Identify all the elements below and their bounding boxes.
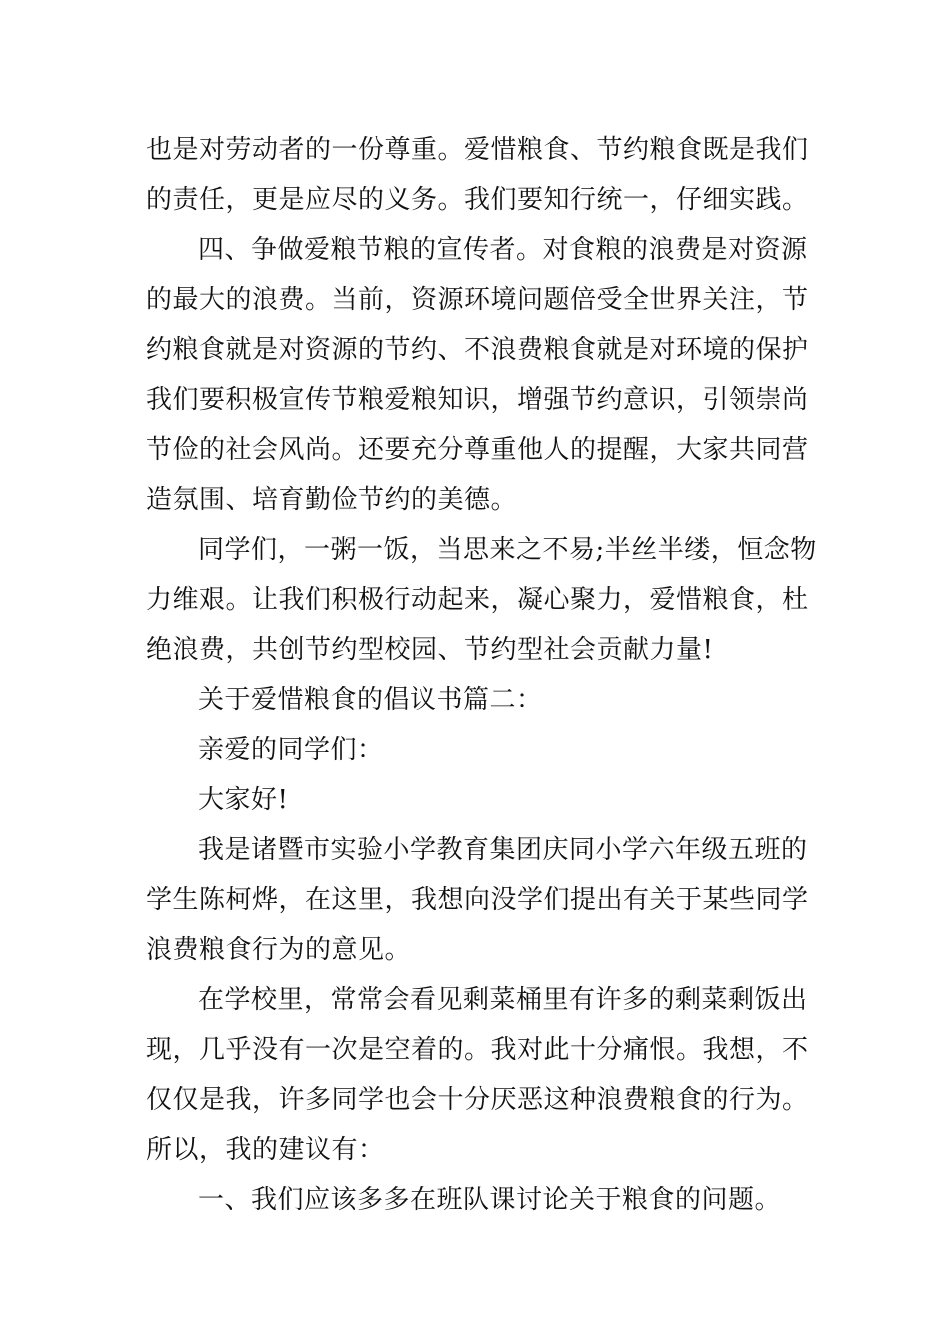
paragraph-start: 在学校里，常常会看见剩菜桶里有许多的剩菜剩饭出	[198, 985, 808, 1015]
text-line: 力维艰。让我们积极行动起来，凝心聚力，爱惜粮食，杜	[146, 585, 809, 615]
paragraph-start: 同学们，一粥一饭，当思来之不易;半丝半缕，恒念物	[198, 535, 817, 565]
paragraph-start: 四、争做爱粮节粮的宣传者。对食粮的浪费是对资源	[198, 235, 808, 265]
text-line: 现，几乎没有一次是空着的。我对此十分痛恨。我想，不	[146, 1035, 809, 1065]
text-line: 我们要积极宣传节粮爱粮知识，增强节约意识，引领崇尚	[146, 385, 809, 415]
paragraph-start: 我是诸暨市实验小学教育集团庆同小学六年级五班的	[198, 835, 808, 865]
text-line: 浪费粮食行为的意见。	[146, 935, 412, 965]
text-line: 绝浪费，共创节约型校园、节约型社会贡献力量!	[146, 635, 714, 665]
text-line: 学生陈柯烨，在这里，我想向没学们提出有关于某些同学	[146, 885, 809, 915]
paragraph-start: 一、我们应该多多在班队课讨论关于粮食的问题。	[198, 1185, 782, 1215]
text-line: 的责任，更是应尽的义务。我们要知行统一，仔细实践。	[146, 185, 809, 215]
text-line: 所以，我的建议有：	[146, 1135, 385, 1165]
text-line: 造氛围、培育勤俭节约的美德。	[146, 485, 518, 515]
section-heading: 关于爱惜粮食的倡议书篇二：	[198, 685, 543, 715]
text-line: 仅仅是我，许多同学也会十分厌恶这种浪费粮食的行为。	[146, 1085, 809, 1115]
text-line: 约粮食就是对资源的节约、不浪费粮食就是对环境的保护	[146, 335, 809, 365]
greeting: 大家好!	[198, 785, 289, 815]
salutation: 亲爱的同学们：	[198, 735, 384, 765]
text-line: 也是对劳动者的一份尊重。爱惜粮食、节约粮食既是我们	[146, 135, 809, 165]
text-line: 节俭的社会风尚。还要充分尊重他人的提醒，大家共同营	[146, 435, 809, 465]
text-line: 的最大的浪费。当前，资源环境问题倍受全世界关注，节	[146, 285, 809, 315]
